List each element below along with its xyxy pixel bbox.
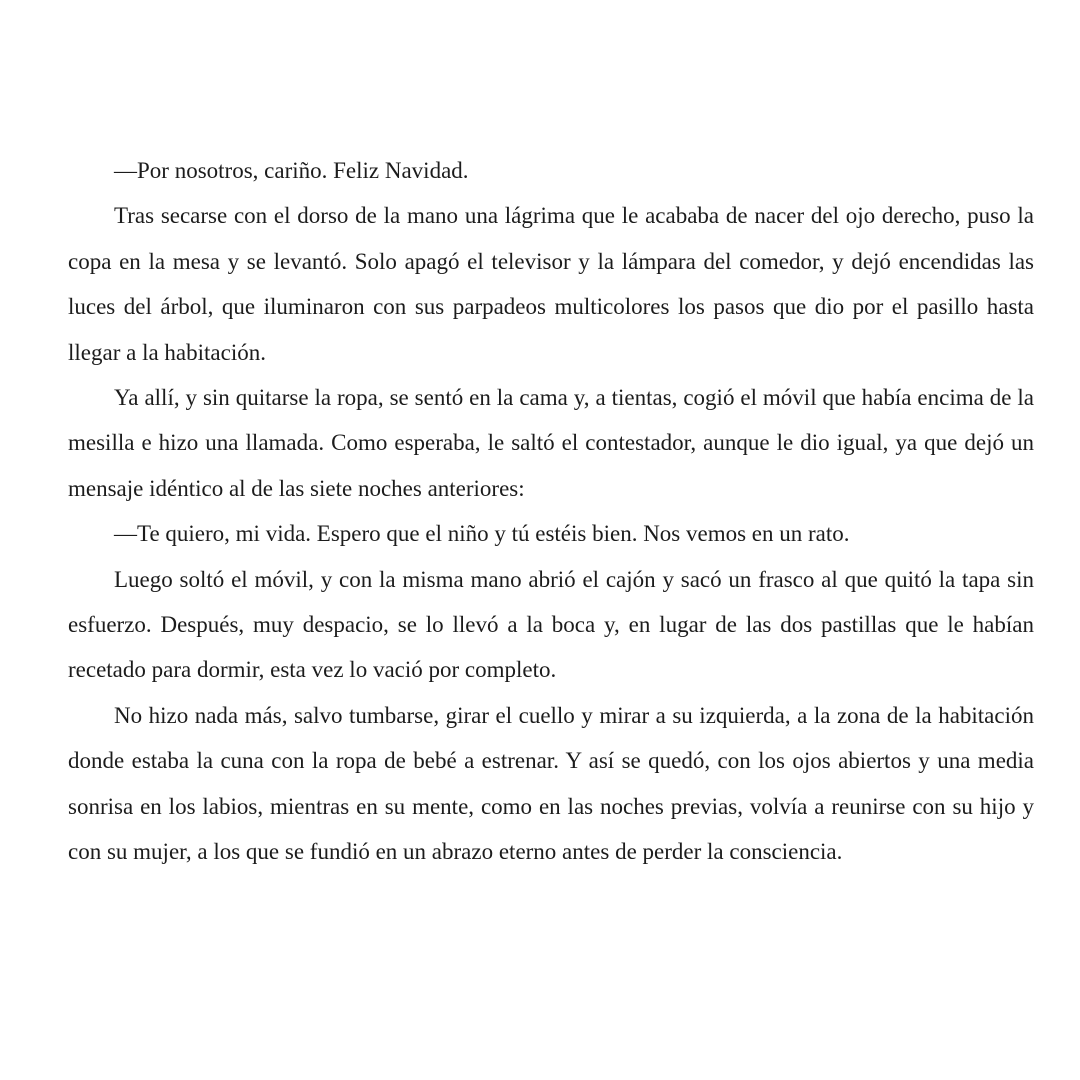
paragraph-dialogue-message: —Te quiero, mi vida. Espero que el niño y tú estéis bien. Nos vemos en un rato.: [114, 521, 850, 547]
page-text: [68, 148, 1034, 875]
paragraph-phone-call: Ya allí, y sin quitarse la ropa, se sentó en la cama y, a tientas, cogió el móvil que había encima de la mesilla e hizo una llamada. Como esperaba, le saltó el contestador, aunque le dio igual, ya que dejó un mensaje idéntico al de las siete noches anteriores:: [68, 385, 1034, 501]
paragraph-pills: Luego soltó el móvil, y con la misma mano abrió el cajón y sacó un frasco al que quitó la tapa sin esfuerzo. Después, muy despacio, se lo llevó a la boca y, en lugar de las dos pastillas que le habían recetado para dormir, esta vez lo vació por completo.: [68, 566, 1034, 683]
paragraph-tears-lights: Tras secarse con el dorso de la mano una lágrima que le acababa de nacer del ojo derecho, puso la copa en la mesa y se levantó. Solo apagó el televisor y la lámpara del comedor, y dejó encendidas las luces del árbol, que iluminaron con sus parpadeos multicolores los pasos que dio por el pasillo hasta llegar a la habitación.: [68, 203, 1034, 365]
paragraph-ending: No hizo nada más, salvo tumbarse, girar el cuello y mirar a su izquierda, a la zona de la habitación donde estaba la cuna con la ropa de bebé a estrenar. Y así se quedó, con los ojos abiertos y una media sonrisa en los labios, mientras en su mente, como en las noches previas, volvía a reunirse con su hijo y con su mujer, a los que se fundió en un abrazo eterno antes de perder la consciencia.: [68, 702, 1034, 865]
paragraph-dialogue-toast: —Por nosotros, cariño. Feliz Navidad.: [114, 158, 469, 183]
